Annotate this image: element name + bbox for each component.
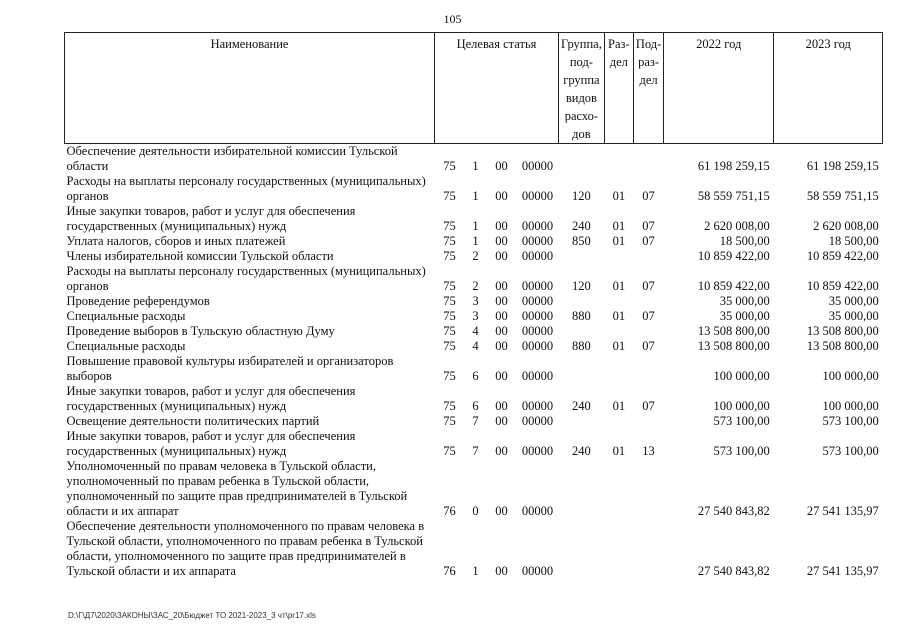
section: 01 (612, 309, 626, 323)
row-name: Уполномоченный по правам человека в Тульской области, уполномоченный по правам ребенка в Тульской области, уполномоченный по защите прав предпринимателей в Тульской области и их аппарат (66, 459, 408, 518)
row-name: Расходы на выплаты персоналу государственных (муниципальных) органов (66, 264, 426, 293)
page-number: 105 (443, 12, 462, 26)
target-1: 75 (443, 249, 456, 263)
target-3: 00 (495, 564, 508, 578)
amount-2023: 10 859 422,00 (806, 279, 879, 293)
target-1: 75 (443, 189, 456, 203)
target-1: 75 (443, 399, 456, 413)
row-name: Повышение правовой культуры избирателей и организаторов выборов (66, 354, 394, 383)
subsection (633, 324, 663, 339)
target-2: 0 (472, 504, 479, 518)
subsection: 07 (642, 339, 655, 353)
target-2: 4 (472, 339, 479, 353)
expense-group (559, 294, 605, 309)
target-4: 00000 (521, 399, 554, 413)
table-row (65, 174, 883, 204)
expense-group (559, 519, 605, 579)
table-row (65, 414, 883, 429)
amount-2022: 18 500,00 (719, 234, 770, 248)
row-name: Освещение деятельности политических партий (66, 414, 320, 428)
target-2: 1 (472, 159, 479, 173)
expense-group: 880 (572, 309, 591, 323)
amount-2023: 27 541 135,97 (806, 564, 879, 578)
target-1: 75 (443, 279, 456, 293)
section: 01 (612, 279, 626, 293)
target-4: 00000 (521, 159, 554, 173)
subsection: 07 (642, 219, 655, 233)
expense-group (559, 354, 605, 384)
target-4: 00000 (521, 189, 554, 203)
header-subsection: Под- раз- дел (633, 33, 663, 144)
target-4: 00000 (521, 309, 554, 323)
section (604, 459, 633, 519)
target-3: 00 (495, 324, 508, 338)
table-header-row (65, 33, 883, 144)
target-2: 6 (472, 399, 479, 413)
target-4: 00000 (521, 324, 554, 338)
target-4: 00000 (521, 339, 554, 353)
amount-2022: 10 859 422,00 (697, 249, 770, 263)
header-2022: 2022 год (664, 33, 774, 144)
expense-group (559, 414, 605, 429)
row-name: Члены избирательной комиссии Тульской области (66, 249, 334, 263)
target-3: 00 (495, 189, 508, 203)
section: 01 (612, 234, 626, 248)
amount-2023: 2 620 008,00 (813, 219, 879, 233)
target-4: 00000 (521, 444, 554, 458)
amount-2022: 61 198 259,15 (697, 159, 770, 173)
target-1: 75 (443, 219, 456, 233)
target-1: 75 (443, 369, 456, 383)
amount-2023: 27 541 135,97 (806, 504, 879, 518)
target-3: 00 (495, 369, 508, 383)
subsection: 07 (642, 399, 655, 413)
amount-2022: 2 620 008,00 (704, 219, 770, 233)
target-3: 00 (495, 414, 508, 428)
target-4: 00000 (521, 279, 554, 293)
amount-2022: 100 000,00 (713, 399, 770, 413)
target-2: 7 (472, 414, 479, 428)
row-name: Иные закупки товаров, работ и услуг для обеспечения государственных (муниципальных) нужд (66, 384, 356, 413)
table-row (65, 519, 883, 579)
row-name: Проведение выборов в Тульскую областную Думу (66, 324, 335, 338)
section: 01 (612, 339, 626, 353)
amount-2023: 10 859 422,00 (806, 249, 879, 263)
target-3: 00 (495, 504, 508, 518)
budget-table (64, 32, 883, 579)
amount-2022: 13 508 800,00 (697, 339, 770, 353)
subsection: 07 (642, 309, 655, 323)
section: 01 (612, 219, 626, 233)
amount-2023: 100 000,00 (822, 369, 879, 383)
amount-2023: 35 000,00 (828, 294, 879, 308)
amount-2022: 13 508 800,00 (697, 324, 770, 338)
header-group: Группа, под- группа видов расхо- дов (559, 33, 605, 144)
target-2: 1 (472, 234, 479, 248)
table-row (65, 264, 883, 294)
section (604, 519, 633, 579)
row-name: Иные закупки товаров, работ и услуг для обеспечения государственных (муниципальных) нужд (66, 204, 356, 233)
target-2: 3 (472, 294, 479, 308)
amount-2022: 100 000,00 (713, 369, 770, 383)
table-row (65, 234, 883, 249)
table-row (65, 324, 883, 339)
expense-group (559, 324, 605, 339)
table-row (65, 309, 883, 324)
row-name: Проведение референдумов (66, 294, 210, 308)
target-4: 00000 (521, 564, 554, 578)
row-name: Специальные расходы (66, 309, 186, 323)
target-4: 00000 (521, 249, 554, 263)
table-row (65, 144, 883, 175)
target-4: 00000 (521, 219, 554, 233)
amount-2022: 27 540 843,82 (697, 564, 770, 578)
expense-group: 880 (572, 339, 591, 353)
amount-2022: 58 559 751,15 (697, 189, 770, 203)
target-1: 75 (443, 414, 456, 428)
amount-2023: 573 100,00 (822, 414, 879, 428)
amount-2023: 100 000,00 (822, 399, 879, 413)
expense-group: 240 (572, 219, 591, 233)
amount-2023: 573 100,00 (822, 444, 879, 458)
header-target: Целевая статья (435, 33, 559, 144)
table-row (65, 384, 883, 414)
amount-2022: 27 540 843,82 (697, 504, 770, 518)
amount-2023: 35 000,00 (828, 309, 879, 323)
expense-group: 240 (572, 444, 591, 458)
target-1: 75 (443, 294, 456, 308)
target-4: 00000 (521, 414, 554, 428)
subsection (633, 519, 663, 579)
amount-2022: 35 000,00 (719, 294, 770, 308)
row-name: Иные закупки товаров, работ и услуг для обеспечения государственных (муниципальных) нужд (66, 429, 356, 458)
subsection (633, 249, 663, 264)
target-4: 00000 (521, 504, 554, 518)
subsection (633, 459, 663, 519)
table-row (65, 204, 883, 234)
target-1: 76 (443, 564, 456, 578)
target-2: 4 (472, 324, 479, 338)
target-2: 1 (472, 564, 479, 578)
section: 01 (612, 399, 626, 413)
target-4: 00000 (521, 294, 554, 308)
target-3: 00 (495, 339, 508, 353)
row-name: Расходы на выплаты персоналу государственных (муниципальных) органов (66, 174, 426, 203)
subsection: 07 (642, 189, 655, 203)
target-3: 00 (495, 249, 508, 263)
header-2023: 2023 год (774, 33, 883, 144)
expense-group: 240 (572, 399, 591, 413)
subsection (633, 294, 663, 309)
section (604, 414, 633, 429)
row-name: Обеспечение деятельности избирательной комиссии Тульской области (66, 144, 398, 173)
target-2: 7 (472, 444, 479, 458)
amount-2023: 13 508 800,00 (806, 324, 879, 338)
target-1: 75 (443, 309, 456, 323)
subsection (633, 414, 663, 429)
amount-2023: 58 559 751,15 (806, 189, 879, 203)
file-path-footer: D:\Г\Д7\2020\ЗАКОНЫ\ЗАС_20\Бюджет ТО 2021-2023_3 чт\pr17.xls (68, 611, 316, 620)
subsection (633, 144, 663, 175)
target-2: 2 (472, 249, 479, 263)
target-3: 00 (495, 279, 508, 293)
table-row (65, 339, 883, 354)
section (604, 354, 633, 384)
amount-2023: 18 500,00 (828, 234, 879, 248)
table-row (65, 459, 883, 519)
section (604, 249, 633, 264)
expense-group (559, 459, 605, 519)
target-2: 1 (472, 189, 479, 203)
header-name: Наименование (65, 33, 435, 144)
target-3: 00 (495, 219, 508, 233)
target-4: 00000 (521, 369, 554, 383)
target-3: 00 (495, 444, 508, 458)
target-3: 00 (495, 234, 508, 248)
expense-group: 120 (572, 189, 591, 203)
target-4: 00000 (521, 234, 554, 248)
expense-group: 120 (572, 279, 591, 293)
amount-2023: 13 508 800,00 (806, 339, 879, 353)
expense-group (559, 249, 605, 264)
section (604, 324, 633, 339)
amount-2022: 10 859 422,00 (697, 279, 770, 293)
subsection: 13 (642, 444, 655, 458)
target-1: 75 (443, 324, 456, 338)
target-2: 3 (472, 309, 479, 323)
amount-2022: 35 000,00 (719, 309, 770, 323)
target-1: 75 (443, 339, 456, 353)
section (604, 144, 633, 175)
target-2: 1 (472, 219, 479, 233)
target-1: 75 (443, 159, 456, 173)
expense-group: 850 (572, 234, 591, 248)
amount-2022: 573 100,00 (713, 414, 770, 428)
table-row (65, 249, 883, 264)
row-name: Обеспечение деятельности уполномоченного по правам человека в Тульской области, уполномоченного по правам ребенка в Тульской области, уполномоченного по защите прав предпринимателей в Тульской области и их аппарата (66, 519, 425, 578)
section (604, 294, 633, 309)
target-1: 76 (443, 504, 456, 518)
target-3: 00 (495, 399, 508, 413)
table-row (65, 429, 883, 459)
target-2: 6 (472, 369, 479, 383)
table-row (65, 354, 883, 384)
table-row (65, 294, 883, 309)
expense-group (559, 144, 605, 175)
target-3: 00 (495, 159, 508, 173)
section: 01 (612, 189, 626, 203)
subsection: 07 (642, 234, 655, 248)
target-1: 75 (443, 234, 456, 248)
row-name: Специальные расходы (66, 339, 186, 353)
subsection: 07 (642, 279, 655, 293)
section: 01 (612, 444, 626, 458)
target-3: 00 (495, 294, 508, 308)
amount-2022: 573 100,00 (713, 444, 770, 458)
target-3: 00 (495, 309, 508, 323)
header-section: Раз- дел (604, 33, 633, 144)
target-2: 2 (472, 279, 479, 293)
subsection (633, 354, 663, 384)
amount-2023: 61 198 259,15 (806, 159, 879, 173)
target-1: 75 (443, 444, 456, 458)
row-name: Уплата налогов, сборов и иных платежей (66, 234, 286, 248)
